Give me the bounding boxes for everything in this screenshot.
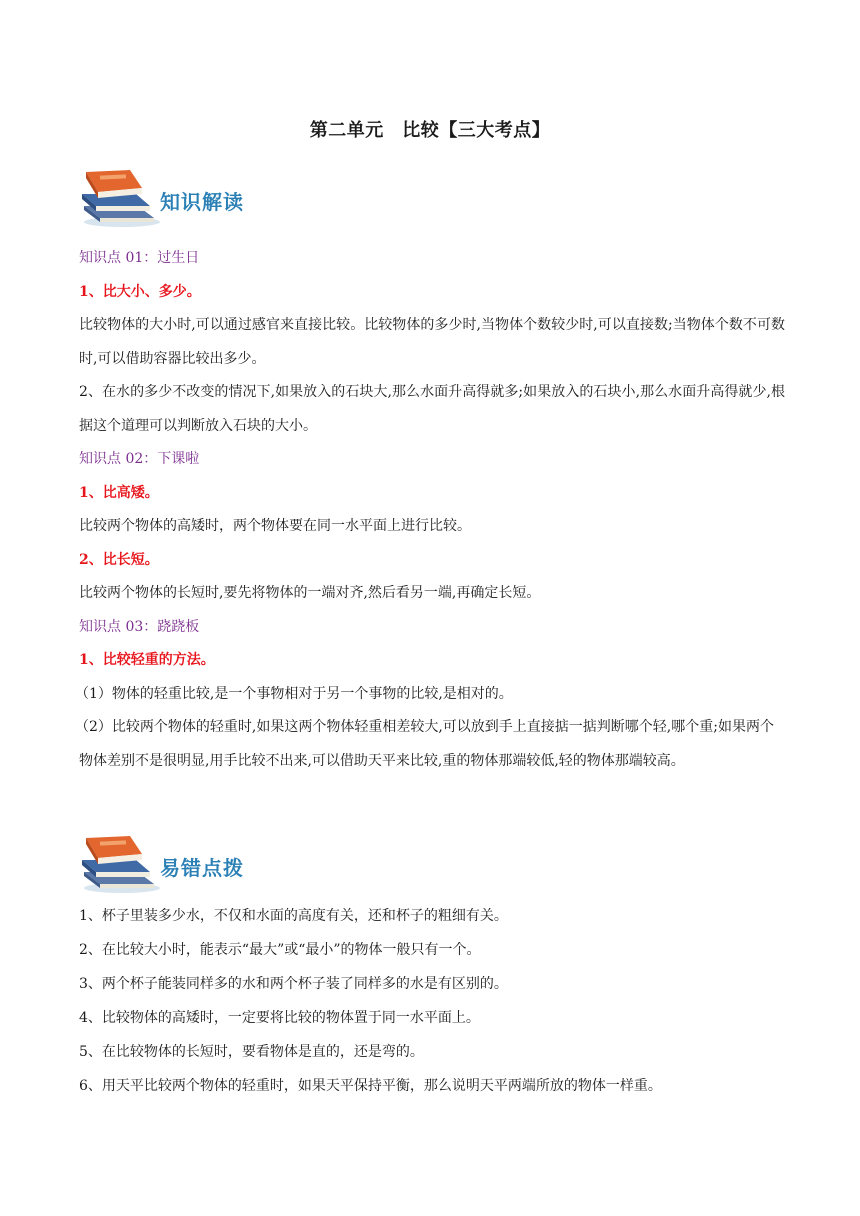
kp1-heading: 知识点 01：过生日 [79,250,200,266]
error-item: 5、在比较物体的长短时，要看物体是直的，还是弯的。 [79,1044,424,1060]
kp2-point1-title: 1、比高矮。 [79,484,159,501]
kp1-point1-text: 比较物体的大小时,可以通过感官来直接比较。比较物体的多少时,当物体个数较少时,可以直接数;当物体个数不可数时,可以借助容器比较出多少。 [79,317,785,367]
kp2-point2-title: 2、比长短。 [79,551,159,568]
kp2-point1-text: 比较两个物体的高矮时，两个物体要在同一水平面上进行比较。 [79,518,471,534]
page-title: 第二单元 比较【三大考点】 [309,120,551,141]
error-item: 6、用天平比较两个物体的轻重时，如果天平保持平衡，那么说明天平两端所放的物体一样重。 [79,1078,662,1094]
banner-label: 易错点拨 [160,856,244,880]
books-icon [78,832,162,894]
knowledge-section [75,242,785,778]
section-banner-errors [78,832,278,894]
banner-label: 知识解读 [160,190,244,214]
error-item: 2、在比较大小时，能表示“最大”或“最小”的物体一般只有一个。 [79,942,481,958]
kp3-sub2: （2）比较两个物体的轻重时,如果这两个物体轻重相差较大,可以放到手上直接掂一掂判断哪个轻,哪个重;如果两个物体差别不是很明显,用手比较不出来,可以借助天平来比较,重的物体那端较低,轻的物体那端较高。 [75,719,774,769]
kp3-point1-title: 1、比较轻重的方法。 [79,652,215,668]
kp3-sub1: （1）物体的轻重比较,是一个事物相对于另一个事物的比较,是相对的。 [75,685,513,702]
error-item: 4、比较物体的高矮时，一定要将比较的物体置于同一水平面上。 [79,1010,480,1026]
kp3-heading: 知识点 03：跷跷板 [79,618,200,635]
kp2-point2-text: 比较两个物体的长短时,要先将物体的一端对齐,然后看另一端,再确定长短。 [79,585,541,601]
kp2-heading: 知识点 02：下课啦 [79,451,200,467]
section-banner-knowledge [78,166,278,228]
kp1-point1-title: 1、比大小、多少。 [79,283,201,300]
books-icon [78,166,162,228]
errors-section [79,899,785,1103]
kp1-point2-text: 2、在水的多少不改变的情况下,如果放入的石块大,那么水面升高得就多;如果放入的石块小,那么水面升高得就少,根据这个道理可以判断放入石块的大小。 [79,384,785,434]
error-item: 3、两个杯子能装同样多的水和两个杯子装了同样多的水是有区别的。 [79,976,508,992]
error-item: 1、杯子里装多少水，不仅和水面的高度有关，还和杯子的粗细有关。 [79,908,508,924]
